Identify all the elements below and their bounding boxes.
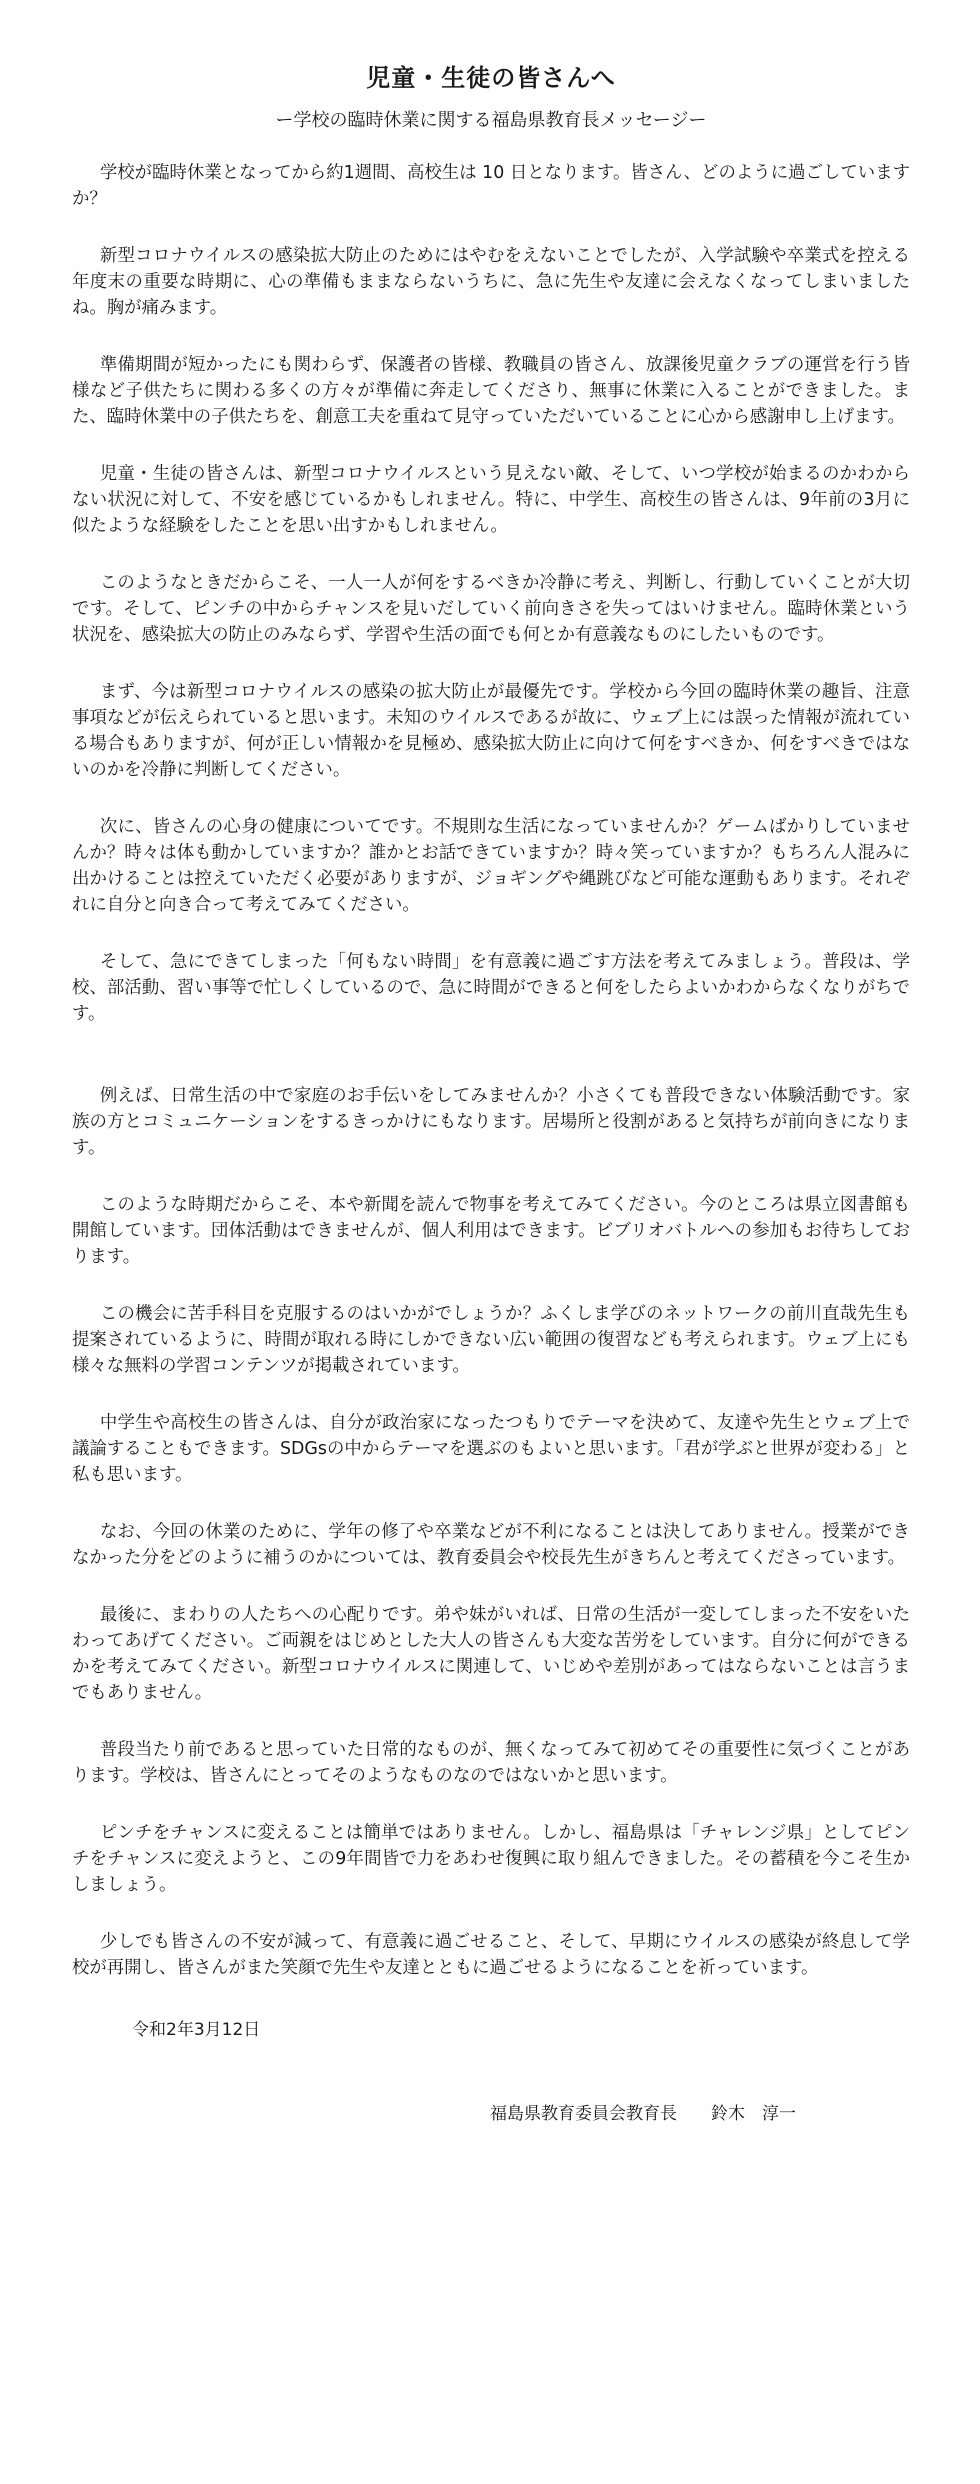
paragraph-9: 例えば、日常生活の中で家庭のお手伝いをしてみませんか？小さくても普段できない体験活動です。家族の方とコミュニケーションをするきっかけにもなります。居場所と役割があると気持ちが前向きになります。: [72, 1086, 910, 1158]
paragraph-6: まず、今は新型コロナウイルスの感染の拡大防止が最優先です。学校から今回の臨時休業の趣旨、注意事項などが伝えられていると思います。未知のウイルスであるが故に、ウェブ上には誤った情報が流れている場合もありますが、何が正しい情報かを見極め、感染拡大防止に向けて何をすべきか、何をすべきではないのかを冷静に判断してください。: [72, 682, 910, 780]
paragraph-3: 準備期間が短かったにも関わらず、保護者の皆様、教職員の皆さん、放課後児童クラブの運営を行う皆様など子供たちに関わる多くの方々が準備に奔走してくださり、無事に休業に入ることができました。また、臨時休業中の子供たちを、創意工夫を重ねて見守っていただいていることに心から感謝申し上げます。: [72, 355, 910, 427]
paragraph-8: そして、急にできてしまった「何もない時間」を有意義に過ごす方法を考えてみましょう。普段は、学校、部活動、習い事等で忙しくしているので、急に時間ができると何をしたらよいかわからなくなりがちです。: [72, 952, 910, 1024]
paragraph-1: 学校が臨時休業となってから約1週間、高校生は 10 日となります。皆さん、どのように過ごしていますか？: [72, 163, 910, 209]
paragraph-11: この機会に苦手科目を克服するのはいかがでしょうか？ふくしま学びのネットワークの前川直哉先生も提案されているように、時間が取れる時にしかできない広い範囲の復習なども考えられます。ウェブ上にも様々な無料の学習コンテンツが掲載されています。: [72, 1304, 910, 1376]
paragraph-17: 少しでも皆さんの不安が減って、有意義に過ごせること、そして、早期にウイルスの感染が終息して学校が再開し、皆さんがまた笑顔で先生や友達とともに過ごせるようになることを祈っています。: [72, 1932, 910, 1978]
document-signature: 福島県教育委員会教育長 鈴木 淳一: [490, 2104, 796, 2124]
paragraph-10: このような時期だからこそ、本や新聞を読んで物事を考えてみてください。今のところは県立図書館も開館しています。団体活動はできませんが、個人利用はできます。ビブリオバトルへの参加もお待ちしております。: [72, 1195, 910, 1267]
paragraph-4: 児童・生徒の皆さんは、新型コロナウイルスという見えない敵、そして、いつ学校が始まるのかわからない状況に対して、不安を感じているかもしれません。特に、中学生、高校生の皆さんは、9年前の3月に似たような経験をしたことを思い出すかもしれません。: [72, 464, 910, 536]
paragraph-13: なお、今回の休業のために、学年の修了や卒業などが不利になることは決してありません。授業ができなかった分をどのように補うのかについては、教育委員会や校長先生がきちんと考えてくださっています。: [72, 1522, 910, 1568]
document-title: 児童・生徒の皆さんへ: [366, 64, 616, 92]
paragraph-12: 中学生や高校生の皆さんは、自分が政治家になったつもりでテーマを決めて、友達や先生とウェブ上で議論することもできます。SDGsの中からテーマを選ぶのもよいと思います。「君が学ぶと世界が変わる」と私も思います。: [72, 1413, 910, 1485]
paragraph-15: 普段当たり前であると思っていた日常的なものが、無くなってみて初めてその重要性に気づくことがあります。学校は、皆さんにとってそのようなものなのではないかと思います。: [72, 1740, 910, 1786]
paragraph-16: ピンチをチャンスに変えることは簡単ではありません。しかし、福島県は「チャレンジ県」としてピンチをチャンスに変えようと、この9年間皆で力をあわせ復興に取り組んできました。その蓄積を今こそ生かしましょう。: [72, 1823, 910, 1895]
document-subtitle: ー学校の臨時休業に関する福島県教育長メッセージー: [275, 110, 707, 131]
document-date: 令和2年3月12日: [132, 2020, 261, 2040]
paragraph-7: 次に、皆さんの心身の健康についてです。不規則な生活になっていませんか？ゲームばかりしていませんか？時々は体も動かしていますか？誰かとお話できていますか？時々笑っていますか？もちろん人混みに出かけることは控えていただく必要がありますが、ジョギングや縄跳びなど可能な運動もあります。それぞれに自分と向き合って考えてみてください。: [72, 817, 910, 915]
paragraph-2: 新型コロナウイルスの感染拡大防止のためにはやむをえないことでしたが、入学試験や卒業式を控える年度末の重要な時期に、心の準備もままならないうちに、急に先生や友達に会えなくなってしまいましたね。胸が痛みます。: [72, 246, 910, 318]
paragraph-14: 最後に、まわりの人たちへの心配りです。弟や妹がいれば、日常の生活が一変してしまった不安をいたわってあげてください。ご両親をはじめとした大人の皆さんも大変な苦労をしています。自分に何ができるかを考えてみてください。新型コロナウイルスに関連して、いじめや差別があってはならないことは言うまでもありません。: [72, 1605, 910, 1703]
paragraph-5: このようなときだからこそ、一人一人が何をするべきか冷静に考え、判断し、行動していくことが大切です。そして、ピンチの中からチャンスを見いだしていく前向きさを失ってはいけません。臨時休業という状況を、感染拡大の防止のみならず、学習や生活の面でも何とか有意義なものにしたいものです。: [72, 573, 910, 645]
